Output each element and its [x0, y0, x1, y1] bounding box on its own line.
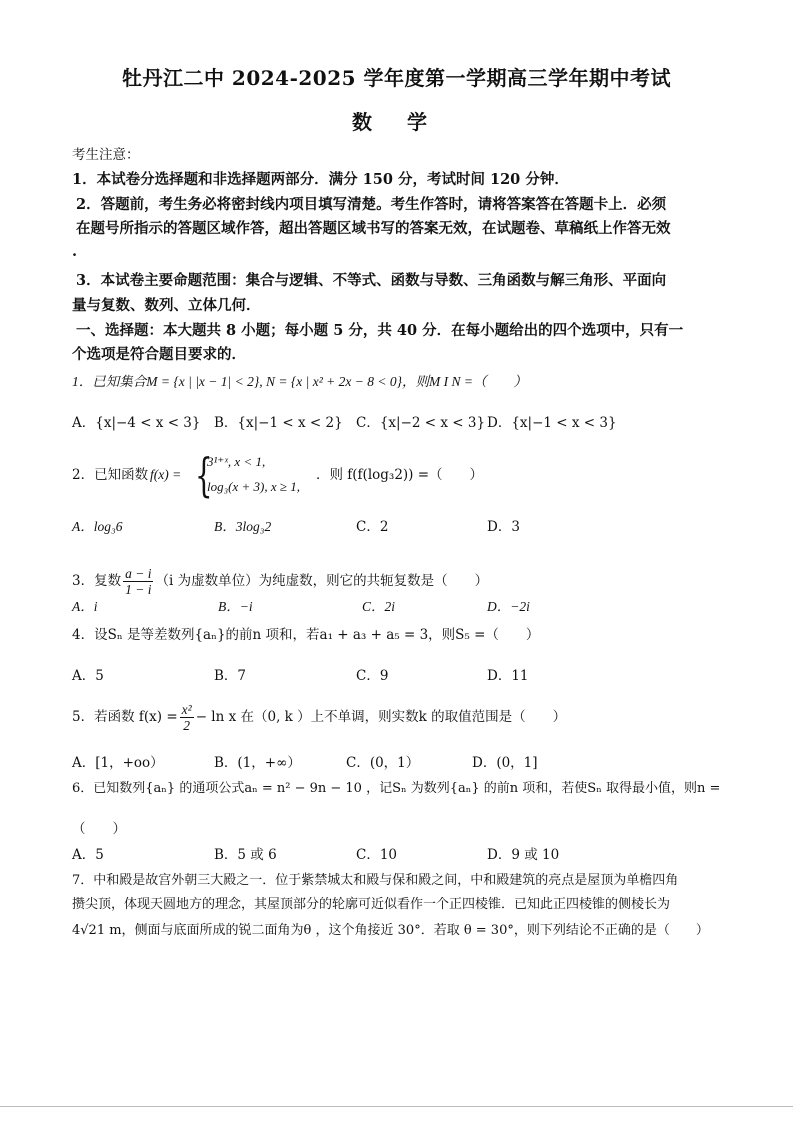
- question-6-option-a[interactable]: A．5: [72, 847, 104, 863]
- question-4-option-b[interactable]: B．7: [214, 668, 247, 684]
- question-1-option-c[interactable]: C．{x|−2 < x < 3}: [356, 415, 486, 431]
- notice-item-2-cont: 在题号所指示的答题区域作答，超出答题区域书写的答案无效，在试题卷、草稿纸上作答无效: [76, 220, 671, 237]
- question-7-stem-cont-2: 4√21 m，侧面与底面所成的锐二面角为θ ，这个角接近 30°．若取 θ = 30°，则下列结论不正确的是（ ）: [72, 923, 709, 938]
- question-2-piece-2: log₃(x + 3), x ≥ 1,: [207, 479, 300, 494]
- question-3-option-d[interactable]: D．−2i: [487, 599, 530, 614]
- question-3-stem: 3．复数 $\frac{a - i}{1 - i}$ （i 为虚数单位）为纯虚数，则它的共轭复数是（ ）: [72, 566, 489, 597]
- question-1-stem: 1．已知集合M = {x | |x − 1| < 2}, N = {x | x² + 2x − 8 < 0}，则M I N =（ ）: [72, 374, 527, 389]
- subject-title: 数 学: [352, 110, 441, 134]
- question-3-fraction: $\frac{a - i}{1 - i}$: [125, 566, 152, 597]
- section-heading-cont: 个选项是符合题目要求的．: [72, 346, 246, 363]
- question-5-option-a[interactable]: A．[1，+oo）: [72, 755, 164, 771]
- question-1-option-a[interactable]: A．{x|−4 < x < 3}: [72, 415, 201, 431]
- question-5-option-b[interactable]: B．(1，+∞）: [214, 755, 301, 771]
- question-7-stem-cont-1: 攒尖顶，体现天圆地方的理念，其屋顶部分的轮廓可近似看作一个正四棱锥．已知此正四棱锥的侧棱长为: [72, 897, 671, 912]
- question-1-option-b[interactable]: B．{x|−1 < x < 2}: [214, 415, 343, 431]
- notice-item-2: 2．答题前，考生务必将密封线内项目填写清楚。考生作答时，请将答案答在答题卡上．必须: [76, 196, 667, 213]
- question-3-option-c[interactable]: C．2i: [362, 599, 396, 614]
- question-2-option-b[interactable]: B．3log₃2: [214, 519, 272, 534]
- question-6-stem-cont: （ ）: [72, 821, 126, 837]
- question-4-option-d[interactable]: D．11: [487, 668, 529, 684]
- question-6-option-d[interactable]: D．9 或 10: [487, 847, 560, 863]
- question-2-option-d[interactable]: D．3: [487, 519, 520, 535]
- question-2-option-a[interactable]: A．log₃6: [72, 519, 123, 534]
- question-4-stem: 4．设Sₙ 是等差数列{aₙ}的前n 项和，若a₁ + a₃ + a₅ = 3，则S₅ =（ ）: [72, 627, 540, 643]
- question-4-option-a[interactable]: A．5: [72, 668, 104, 684]
- question-6-option-c[interactable]: C．10: [356, 847, 398, 863]
- question-7-stem: 7．中和殿是故宫外朝三大殿之一．位于紫禁城太和殿与保和殿之间，中和殿建筑的亮点是屋顶为单檐四角: [72, 873, 679, 888]
- question-1-option-d[interactable]: D．{x|−1 < x < 3}: [487, 415, 617, 431]
- question-5-option-d[interactable]: D．(0，1]: [472, 755, 538, 771]
- page-bottom-divider: [0, 1106, 793, 1107]
- question-5-option-c[interactable]: C．(0，1）: [346, 755, 420, 771]
- question-3-option-a[interactable]: A．i: [72, 599, 98, 614]
- question-2-piece-1: 3¹⁺ˣ, x < 1,: [207, 454, 266, 469]
- section-heading: 一、选择题：本大题共 8 小题；每小题 5 分，共 40 分．在每小题给出的四个选项中，只有一: [76, 322, 684, 339]
- question-5-stem: 5．若函数 f(x) = $\frac{\text{x²}}{2}$ − ln x 在（0, k ）上不单调，则实数k 的取值范围是（ ）: [72, 702, 567, 733]
- question-2-prefix: 2．已知函数: [72, 467, 149, 483]
- question-3-option-b[interactable]: B．−i: [218, 599, 253, 614]
- notice-item-3-cont: 量与复数、数列、立体几何．: [72, 297, 261, 314]
- notice-item-3: 3．本试卷主要命题范围：集合与逻辑、不等式、函数与导数、三角函数与解三角形、平面向: [76, 272, 667, 289]
- question-5-fraction: $\frac{\text{x²}}{2}$: [181, 702, 192, 733]
- notice-heading: 考生注意：: [72, 147, 140, 163]
- exam-title: 牡丹江二中 2024-2025 学年度第一学期高三学年期中考试: [121, 66, 672, 90]
- question-2-function: f(x) =: [150, 467, 182, 482]
- notice-item-2-end: .: [72, 243, 78, 260]
- question-2-option-c[interactable]: C．2: [356, 519, 389, 535]
- brace-icon: {: [195, 448, 213, 502]
- question-4-option-c[interactable]: C．9: [356, 668, 389, 684]
- question-6-option-b[interactable]: B．5 或 6: [214, 847, 277, 863]
- question-6-stem: 6．已知数列{aₙ} 的通项公式aₙ = n² − 9n − 10 ，记Sₙ 为数列{aₙ} 的前n 项和，若使Sₙ 取得最小值，则n =: [72, 781, 721, 796]
- notice-item-1: 1．本试卷分选择题和非选择题两部分．满分 150 分，考试时间 120 分钟．: [72, 171, 569, 188]
- question-2-suffix: ．则 f(f(log₃2)) =（ ）: [316, 467, 484, 483]
